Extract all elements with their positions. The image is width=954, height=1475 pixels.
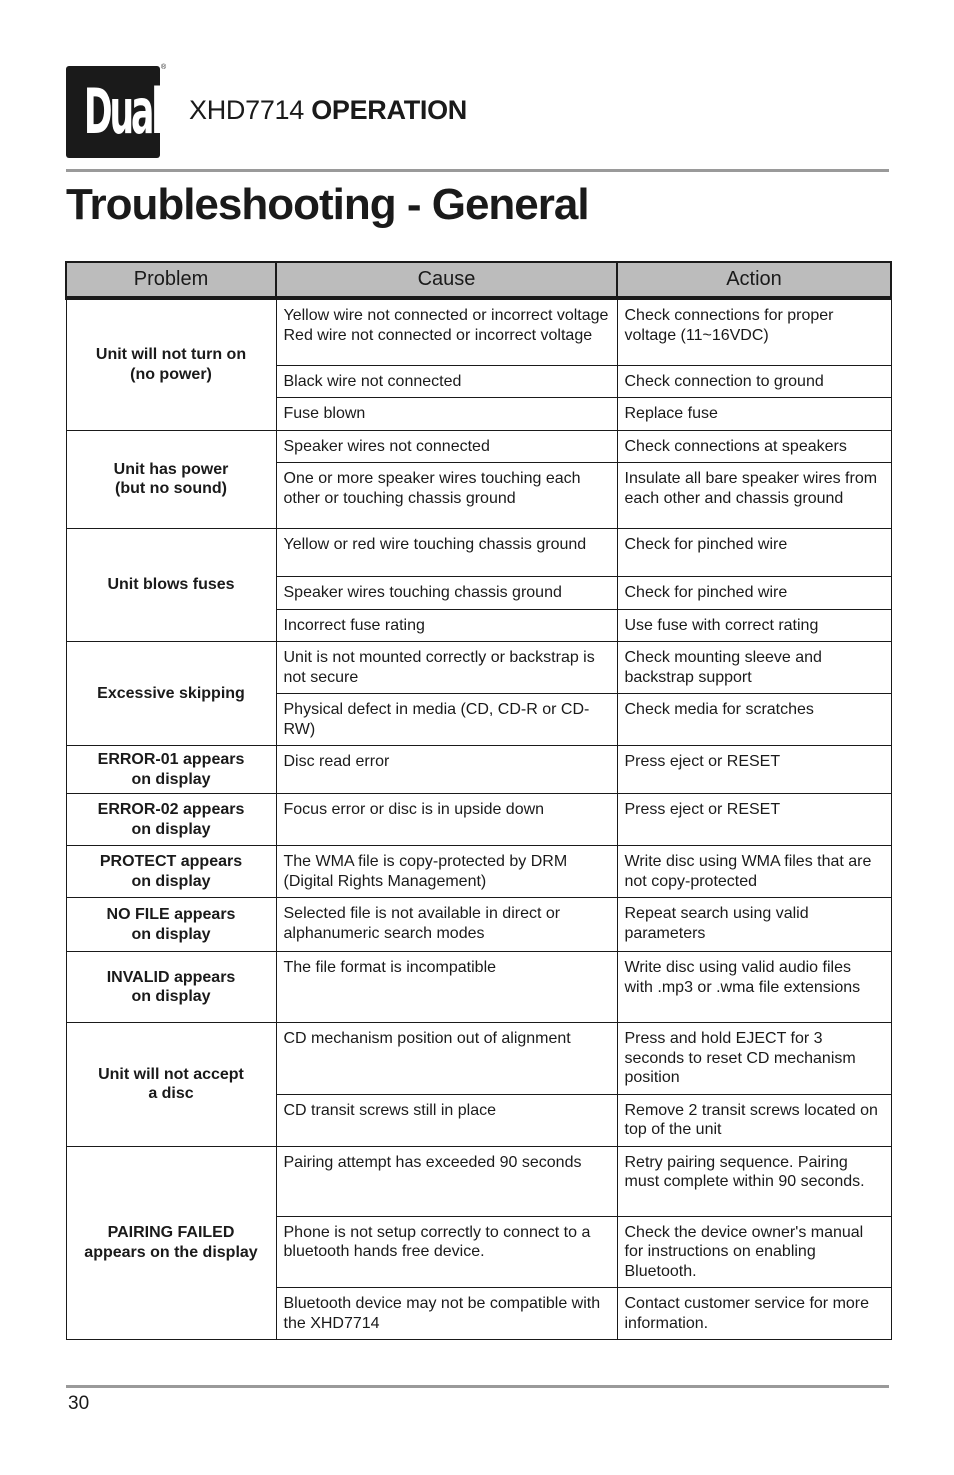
action-cell: Use fuse with correct rating <box>617 609 891 642</box>
header-title <box>189 95 467 126</box>
page-title: Troubleshooting - General <box>66 180 589 229</box>
problem-text: Unit has power <box>113 460 229 478</box>
action-cell: Remove 2 transit screws located on top of the unit <box>617 1094 891 1146</box>
problem-text: Excessive skipping <box>97 684 245 702</box>
table-row <box>66 794 891 846</box>
problem-text: appears on the display <box>84 1243 258 1261</box>
table-row <box>66 1023 891 1095</box>
cause-cell: Incorrect fuse rating <box>276 609 617 642</box>
action-cell: Check for pinched wire <box>617 529 891 577</box>
action-cell: Retry pairing sequence. Pairing must complete within 90 seconds. <box>617 1146 891 1216</box>
problem-text: on display <box>131 925 211 943</box>
problem-text: NO FILE appears <box>106 906 236 923</box>
problem-text: Unit will not accept <box>98 1065 244 1083</box>
problem-cell <box>66 746 276 794</box>
problem-cell <box>66 898 276 952</box>
column-header-problem: Problem <box>66 262 276 298</box>
action-cell: Repeat search using valid parameters <box>617 898 891 952</box>
problem-text: a disc <box>148 1085 194 1103</box>
action-cell: Check for pinched wire <box>617 577 891 610</box>
cause-cell: Selected file is not available in direct or alphanumeric search modes <box>276 898 617 952</box>
action-cell: Write disc using WMA files that are not copy-protected <box>617 846 891 898</box>
column-header-cause: Cause <box>276 262 617 298</box>
table-header-row <box>66 262 891 298</box>
table-row <box>66 1146 891 1216</box>
action-cell: Check connections at speakers <box>617 430 891 463</box>
problem-cell <box>66 642 276 746</box>
table-row <box>66 642 891 694</box>
problem-text: ERROR-01 appears <box>97 751 245 768</box>
table-row <box>66 952 891 1023</box>
dual-logo <box>66 66 160 158</box>
problem-cell <box>66 298 276 430</box>
problem-text: (no power) <box>130 365 212 383</box>
cause-cell: Fuse blown <box>276 398 617 431</box>
header-model: XHD7714 <box>189 95 304 125</box>
problem-text: on display <box>131 988 211 1005</box>
problem-cell <box>66 1146 276 1340</box>
action-cell: Check media for scratches <box>617 694 891 746</box>
cause-cell: Speaker wires not connected <box>276 430 617 463</box>
action-cell: Check the device owner's manual for instructions on enabling Bluetooth. <box>617 1216 891 1288</box>
problem-cell <box>66 952 276 1023</box>
cause-cell: CD mechanism position out of alignment <box>276 1023 617 1095</box>
problem-text: INVALID appears <box>106 968 236 986</box>
cause-cell: The WMA file is copy-protected by DRM (Digital Rights Management) <box>276 846 617 898</box>
problem-cell <box>66 430 276 529</box>
cause-cell: Phone is not setup correctly to connect to a bluetooth hands free device. <box>276 1216 617 1288</box>
action-cell: Press and hold EJECT for 3 seconds to reset CD mechanism position <box>617 1023 891 1095</box>
table-row <box>66 746 891 794</box>
action-cell: Insulate all bare speaker wires from each other and chassis ground <box>617 463 891 529</box>
footer-divider <box>66 1385 889 1388</box>
cause-cell: Black wire not connected <box>276 365 617 398</box>
problem-text: on display <box>131 820 211 838</box>
cause-cell: The file format is incompatible <box>276 952 617 1023</box>
problem-text: ERROR-02 appears <box>97 801 245 818</box>
problem-cell <box>66 794 276 846</box>
cause-cell: Disc read error <box>276 746 617 794</box>
cause-cell: Physical defect in media (CD, CD-R or CD-RW) <box>276 694 617 746</box>
action-cell: Replace fuse <box>617 398 891 431</box>
cause-cell: One or more speaker wires touching each other or touching chassis ground <box>276 463 617 529</box>
problem-text: on display <box>131 770 211 788</box>
problem-text: Unit will not turn on <box>95 346 247 364</box>
table-row <box>66 430 891 463</box>
problem-text: on display <box>131 872 211 890</box>
action-cell: Press eject or RESET <box>617 794 891 846</box>
problem-text: PAIRING FAILED <box>107 1224 235 1242</box>
problem-text: PROTECT appears <box>99 853 243 870</box>
cause-cell: Yellow or red wire touching chassis ground <box>276 529 617 577</box>
cause-cell: CD transit screws still in place <box>276 1094 617 1146</box>
table-row <box>66 529 891 577</box>
problem-text: (but no sound) <box>115 480 227 498</box>
cause-cell: Bluetooth device may not be compatible with the XHD7714 <box>276 1288 617 1340</box>
cause-cell: Unit is not mounted correctly or backstrap is not secure <box>276 642 617 694</box>
column-header-action: Action <box>617 262 891 298</box>
problem-cell <box>66 846 276 898</box>
action-cell: Write disc using valid audio files with .mp3 or .wma file extensions <box>617 952 891 1023</box>
action-cell: Press eject or RESET <box>617 746 891 794</box>
action-cell: Check mounting sleeve and backstrap support <box>617 642 891 694</box>
header-divider <box>66 169 889 172</box>
problem-cell <box>66 529 276 642</box>
table-row <box>66 298 891 365</box>
action-cell: Check connection to ground <box>617 365 891 398</box>
cause-cell: Yellow wire not connected or incorrect voltage Red wire not connected or incorrect voltage <box>276 298 617 365</box>
header-section: OPERATION <box>311 95 467 125</box>
registered-mark: ® <box>161 64 167 71</box>
problem-text: Unit blows fuses <box>107 576 235 594</box>
problem-cell <box>66 1023 276 1147</box>
cause-cell: Speaker wires touching chassis ground <box>276 577 617 610</box>
logo-text: Dual <box>83 75 160 148</box>
troubleshooting-table <box>65 261 892 1340</box>
action-cell: Contact customer service for more information. <box>617 1288 891 1340</box>
action-cell: Check connections for proper voltage (11~16VDC) <box>617 298 891 365</box>
page-number: 30 <box>68 1393 90 1414</box>
table-row <box>66 898 891 952</box>
cause-cell: Pairing attempt has exceeded 90 seconds <box>276 1146 617 1216</box>
cause-cell: Focus error or disc is in upside down <box>276 794 617 846</box>
table-row <box>66 846 891 898</box>
table-body <box>66 298 891 1340</box>
